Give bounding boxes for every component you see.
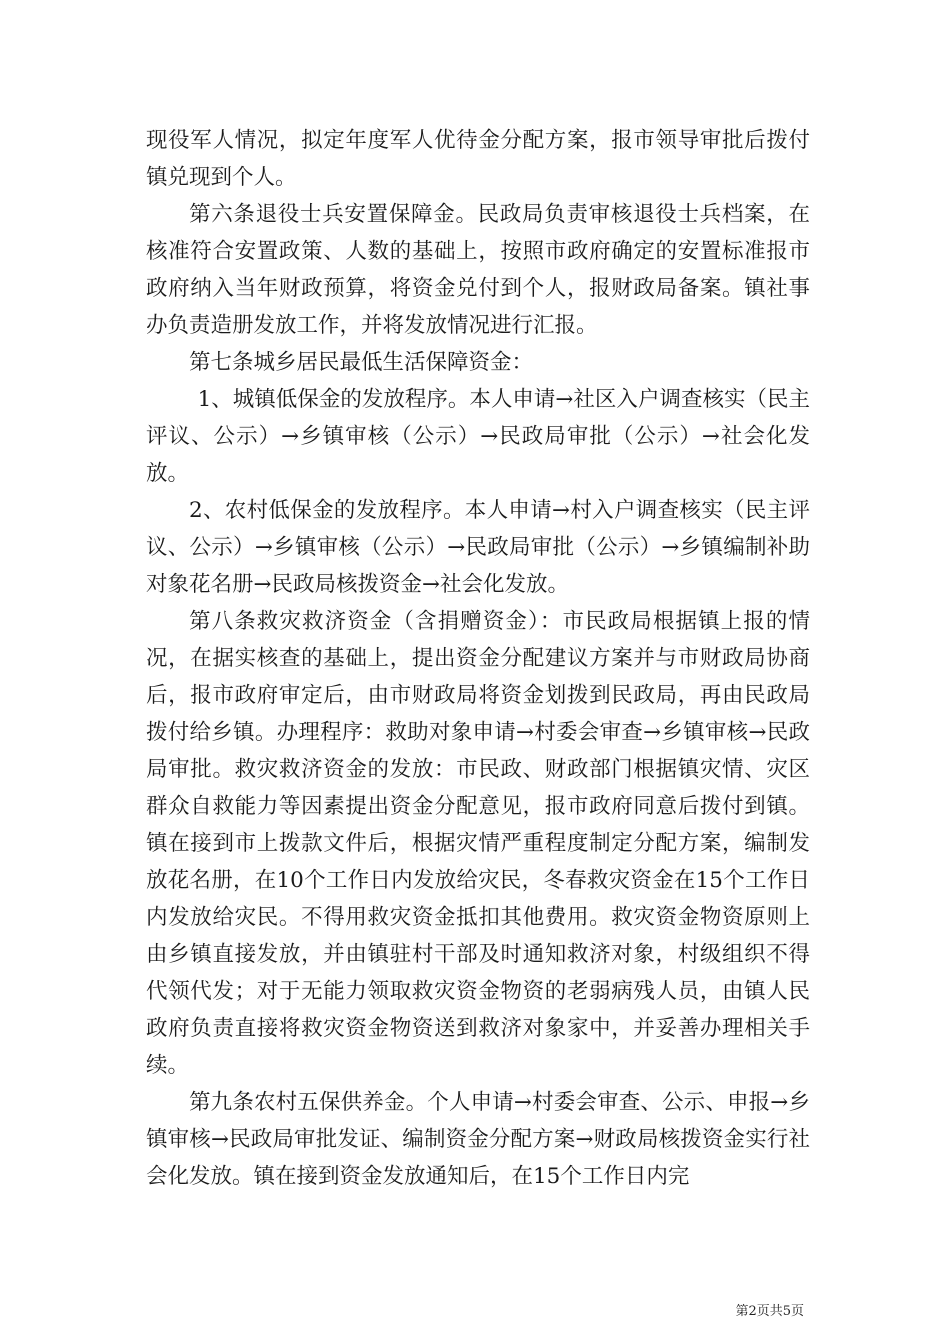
paragraph-continuation: 现役军人情况，拟定年度军人优待金分配方案，报市领导审批后拨付镇兑现到个人。 (146, 128, 810, 190)
paragraph-article-7-item-2: 2、农村低保金的发放程序。本人申请→村入户调查核实（民主评议、公示）→乡镇审核（公示）→民政局审批（公示）→乡镇编制补助对象花名册→民政局核拨资金→社会化发放。 (146, 498, 810, 597)
paragraph-article-8: 第八条救灾救济资金（含捐赠资金）：市民政局根据镇上报的情况，在据实核查的基础上，提出资金分配建议方案并与市财政局协商后，报市政府审定后，由市财政局将资金划拨到民政局，再由民政局拨付给乡镇。办理程序：救助对象申请→村委会审查→乡镇审核→民政局审批。救灾救济资金的发放：市民政、财政部门根据镇灾情、灾区群众自救能力等因素提出资金分配意见，报市政府同意后拨付到镇。镇在接到市上拨款文件后，根据灾情严重程度制定分配方案，编制发放花名册，在10个工作日内发放给灾民，冬春救灾资金在15个工作日内发放给灾民。不得用救灾资金抵扣其他费用。救灾资金物资原则上由乡镇直接发放，并由镇驻村干部及时通知救济对象，村级组织不得代领代发；对于无能力领取救灾资金物资的老弱病残人员，由镇人民政府负责直接将救灾资金物资送到救济对象家中，并妥善办理相关手续。 (146, 609, 810, 1078)
paragraph-article-6: 第六条退役士兵安置保障金。民政局负责审核退役士兵档案，在核准符合安置政策、人数的基础上，按照市政府确定的安置标准报市政府纳入当年财政预算，将资金兑付到个人，报财政局备案。镇社事办负责造册发放工作，并将发放情况进行汇报。 (146, 202, 810, 338)
document-body (146, 122, 810, 1195)
paragraph-article-7-item-1: 1、城镇低保金的发放程序。本人申请→社区入户调查核实（民主评议、公示）→乡镇审核（公示）→民政局审批（公示）→社会化发放。 (146, 387, 810, 486)
page-number-footer: 第2页共5页 (735, 1304, 804, 1319)
paragraph-article-7-heading: 第七条城乡居民最低生活保障资金： (189, 350, 534, 375)
paragraph-article-9: 第九条农村五保供养金。个人申请→村委会审查、公示、申报→乡镇审核→民政局审批发证、编制资金分配方案→财政局核拨资金实行社会化发放。镇在接到资金发放通知后，在15个工作日内完 (146, 1090, 810, 1189)
